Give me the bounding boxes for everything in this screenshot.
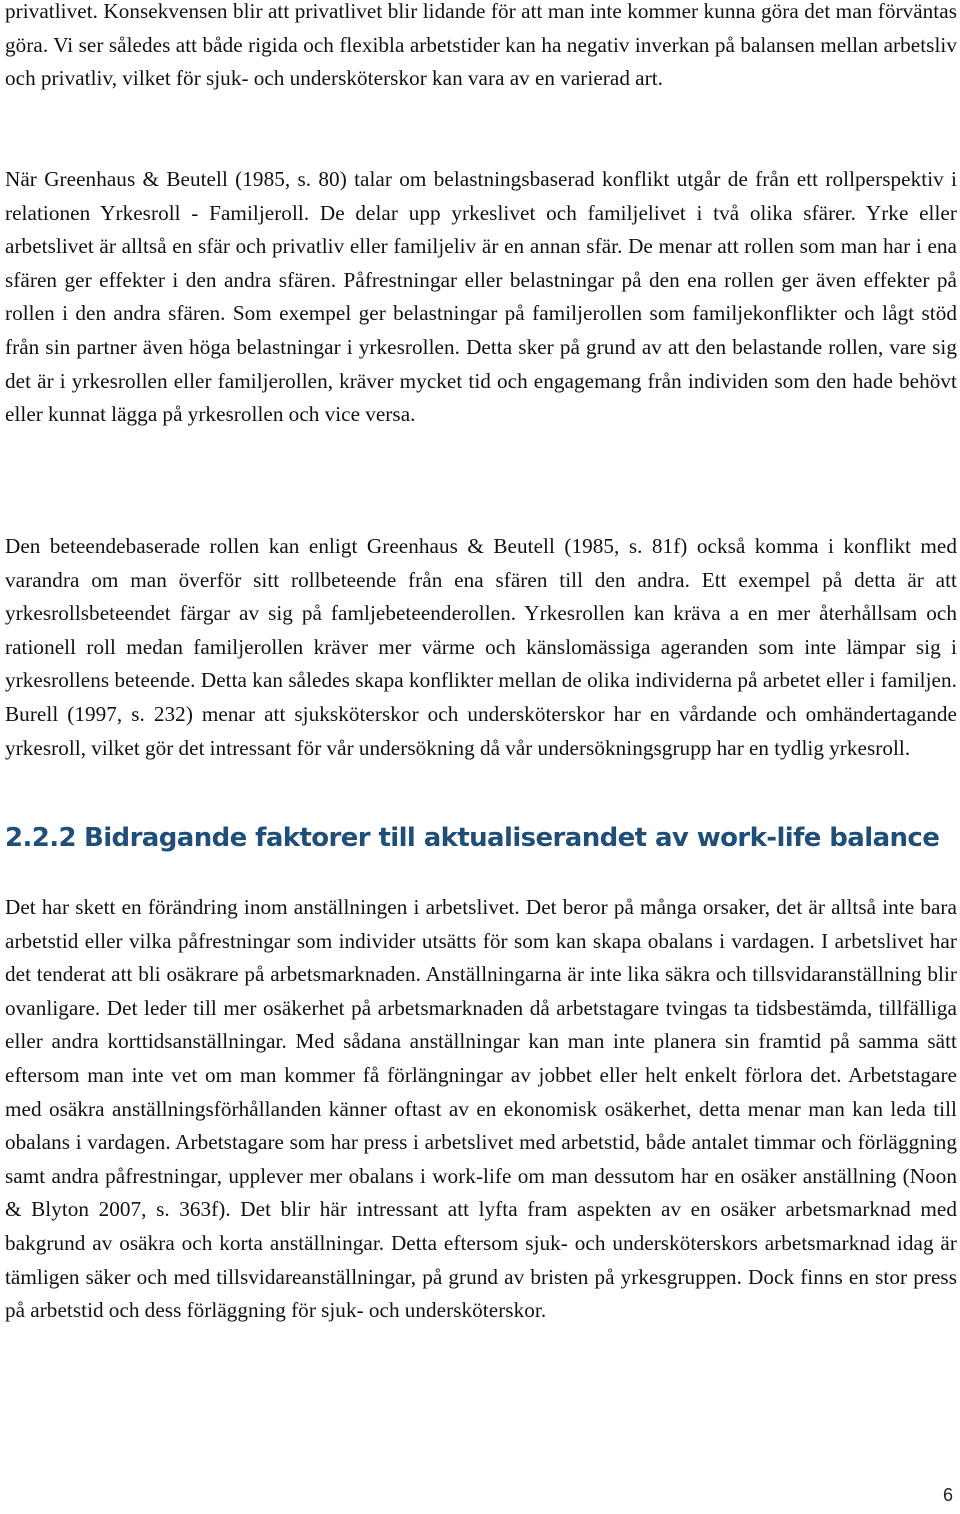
section-title: Bidragande faktorer till aktualiserandet av work-life balance — [84, 823, 940, 853]
section-heading — [5, 818, 939, 858]
paragraph-continuation: privatlivet. Konsekvensen blir att privatlivet blir lidande för att man inte kommer kunna göra det man förväntas göra. Vi ser således att både rigida och flexibla arbetstider kan ha negativ inverkan på balansen mellan arbetsliv och privatliv, vilket för sjuk- och undersköterskor kan vara av en varierad art. — [5, 0, 957, 91]
paragraph-behavior-role: Den beteendebaserade rollen kan enligt Greenhaus & Beutell (1985, s. 81f) också komma i konflikt med varandra om man överför sitt rollbeteende från ena sfären till den andra. Ett exempel på detta är att yrkesrollsbeteendet färgar av sig på famljebeteenderollen. Yrkesrollen kan kräva a en mer återhållsam och rationell roll medan familjerollen kräver mer värme och känslomässiga ageranden som inte lämpar sig i yrkesrollens beteende. Detta kan således skapa konflikter mellan de olika individerna på arbetet eller i familjen. Burell (1997, s. 232) menar att sjuksköterskor och undersköterskor har en vårdande och omhändertagande yrkesroll, vilket gör det intressant för vår undersökning då vår undersökningsgrupp har en tydlig yrkesroll. — [5, 534, 957, 760]
paragraph-role-conflict: När Greenhaus & Beutell (1985, s. 80) talar om belastningsbaserad konflikt utgår de från ett rollperspektiv i relationen Yrkesroll - Familjeroll. De delar upp yrkeslivet och familjelivet i två olika sfärer. Yrke eller arbetslivet är alltså en sfär och privatliv eller familjeliv är en annan sfär. De menar att rollen som man har i ena sfären ger effekter i den andra sfären. Påfrestningar eller belastningar på den ena rollen ger även effekter på rollen i den andra sfären. Som exempel ger belastningar på familjerollen som familjekonflikter och lågt stöd från sin partner även höga belastningar i yrkesrollen. Detta sker på grund av att den belastande rollen, vare sig det är i yrkesrollen eller familjerollen, kräver mycket tid och engagemang från individen som den hade behövt eller kunnat lägga på yrkesrollen och vice versa. — [5, 167, 957, 427]
paragraph-employment-change: Det har skett en förändring inom anställningen i arbetslivet. Det beror på många orsaker, det är alltså inte bara arbetstid eller vilka påfrestningar som individer utsätts för som kan skapa obalans i vardagen. I arbetslivet har det tenderat att bli osäkrare på arbetsmarknaden. Anställningarna är inte lika säkra och tillsvidaranställning blir ovanligare. Det leder till mer osäkerhet på arbetsmarknaden då arbetstagare tvingas ta tidsbestämda, tillfälliga eller andra korttidsanställningar. Med sådana anställningar kan man inte planera sin framtid på samma sätt eftersom man inte vet om man kommer få förlängningar av jobbet eller helt enkelt förlora det. Arbetstagare med osäkra anställningsförhållanden känner oftast av en ekonomisk osäkerhet, detta menar man kan leda till obalans i vardagen. Arbetstagare som har press i arbetslivet med arbetstid, både antalet timmar och förläggning samt andra påfrestningar, upplever mer obalans i work-life om man dessutom har en osäker anställning (Noon & Blyton 2007, s. 363f). Det blir här intressant att lyfta fram aspekten av en osäker arbetsmarknad med bakgrund av osäkra och korta anställningar. Detta eftersom sjuk- och undersköterskors arbetsmarknad idag är tämligen säker och med tillsvidareanställningar, på grund av bristen på yrkesgruppen. Dock finns en stor press på arbetstid och dess förläggning för sjuk- och undersköterskor. — [5, 895, 957, 1323]
section-number: 2.2.2 — [5, 823, 77, 853]
page-number: 6 — [942, 1485, 953, 1505]
